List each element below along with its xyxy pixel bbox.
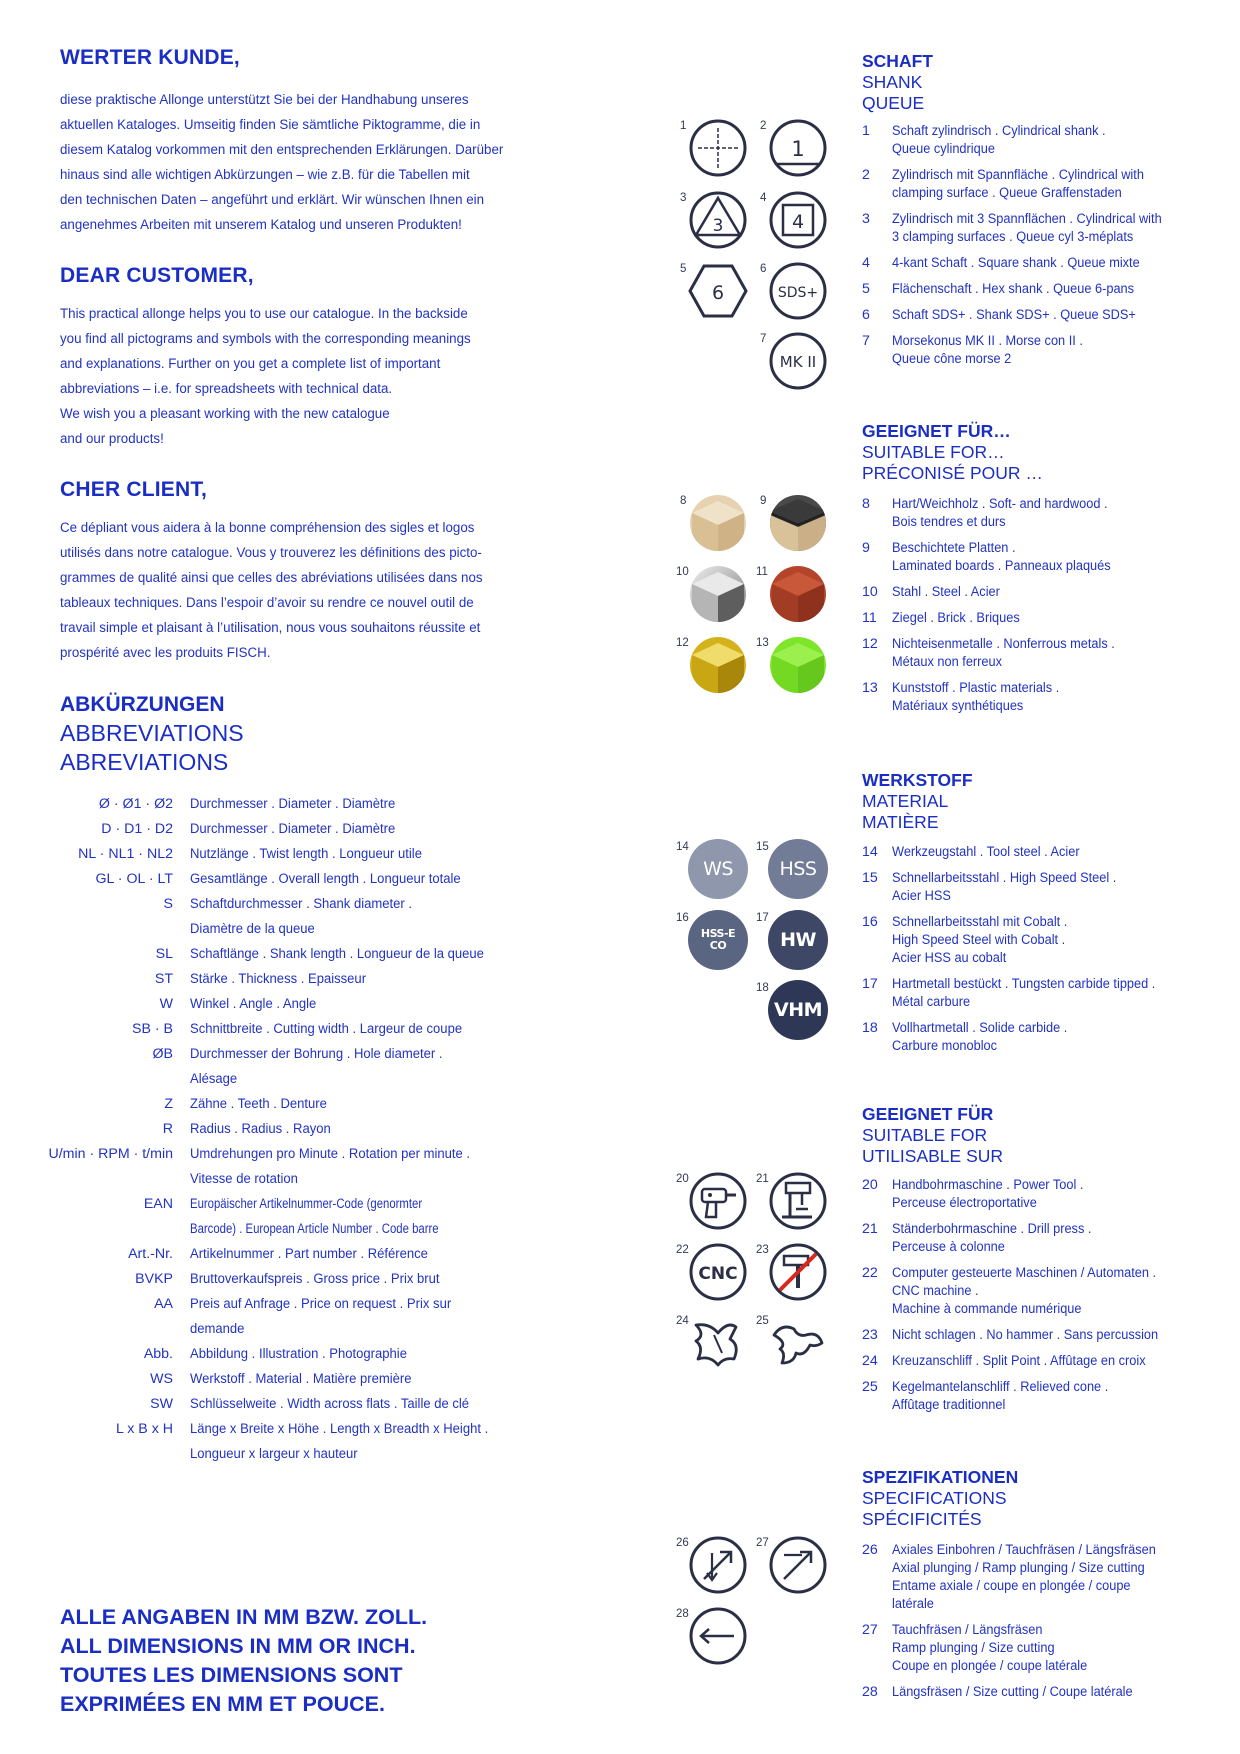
icon-number: 5 xyxy=(680,263,687,275)
legend-item-text: Hartmetall bestückt . Tungsten carbide tipped . Métal carbure xyxy=(892,976,1156,1010)
ramp-plunge-icon xyxy=(768,1535,828,1595)
abbreviation-key: Z xyxy=(164,1096,173,1112)
legend-item-text: Hart/Weichholz . Soft- and hardwood . Bois tendres et durs xyxy=(892,496,1108,530)
legend-item xyxy=(862,1378,1222,1414)
abbreviation-key: L x B x H xyxy=(115,1421,173,1437)
legend-item xyxy=(862,495,1222,531)
icon-number: 14 xyxy=(676,841,689,853)
icon-number: 16 xyxy=(676,912,689,924)
greeting-de-title: WERTER KUNDE, xyxy=(60,46,240,69)
abbreviations-title-de: ABKÜRZUNGEN xyxy=(60,693,225,716)
legend-item xyxy=(862,122,1222,158)
icon-number: 18 xyxy=(756,982,769,994)
legend-item-text: Längsfräsen / Size cutting / Coupe latérale xyxy=(892,1684,1133,1700)
drill-press-icon xyxy=(768,1171,828,1231)
legend-item xyxy=(862,254,1222,272)
svg-text:3: 3 xyxy=(712,216,724,236)
abbreviation-row xyxy=(40,1192,560,1242)
material-list xyxy=(862,843,1222,1063)
icon-number: 4 xyxy=(760,192,767,204)
legend-item-text: Zylindrisch mit 3 Spannflächen . Cylindrical with 3 clamping surfaces . Queue cyl 3-méplats xyxy=(892,211,1162,245)
icon-number: 23 xyxy=(756,1244,769,1256)
legend-item-text: Ständerbohrmaschine . Drill press . Perceuse à colonne xyxy=(892,1221,1092,1255)
abbreviation-row xyxy=(40,1267,560,1292)
abbreviation-row xyxy=(40,1417,560,1467)
abbreviation-meaning: Radius . Radius . Rayon xyxy=(190,1121,331,1137)
abbreviation-meaning: Schlüsselweite . Width across flats . Taille de clé xyxy=(190,1396,470,1412)
abbreviation-meaning: Werkstoff . Material . Matière première xyxy=(190,1371,412,1387)
legend-item-number: 27 xyxy=(862,1622,878,1638)
material-heading: WERKSTOFF MATERIAL MATIÈRE xyxy=(862,770,973,832)
abbreviation-row xyxy=(40,842,560,867)
legend-item xyxy=(862,332,1222,368)
abbreviation-key: NL · NL1 · NL2 xyxy=(78,846,173,862)
abbreviation-meaning: Abbildung . Illustration . Photographie xyxy=(190,1346,407,1362)
svg-text:6: 6 xyxy=(711,282,725,304)
legend-item xyxy=(862,913,1222,967)
legend-item-text: Computer gesteuerte Maschinen / Automaten . CNC machine . Machine à commande numérique xyxy=(892,1265,1157,1317)
abbreviation-meaning: Umdrehungen pro Minute . Rotation per minute . Vitesse de rotation xyxy=(190,1146,471,1187)
abbreviation-key: SW xyxy=(150,1396,173,1412)
abbreviation-row xyxy=(40,1367,560,1392)
legend-item-number: 22 xyxy=(862,1265,878,1281)
abbreviation-meaning: Schaftdurchmesser . Shank diameter . Diamètre de la queue xyxy=(190,896,413,937)
legend-item xyxy=(862,1176,1222,1212)
abbreviation-key: R xyxy=(162,1121,173,1137)
solid-carbide-badge-icon: VHM xyxy=(768,980,828,1040)
abbreviation-row xyxy=(40,967,560,992)
abbreviation-key: U/min · RPM · t/min xyxy=(48,1146,173,1162)
legend-item-number: 20 xyxy=(862,1177,878,1193)
abbreviation-row xyxy=(40,1342,560,1367)
abbreviation-row xyxy=(40,992,560,1017)
abbreviations-title-en: ABBREVIATIONS xyxy=(60,720,244,746)
abbreviations-list xyxy=(40,792,560,1467)
abbreviation-meaning: Schnittbreite . Cutting width . Largeur de coupe xyxy=(190,1021,463,1037)
abbreviation-key: Art.-Nr. xyxy=(128,1246,173,1262)
icon-number: 25 xyxy=(756,1315,769,1327)
legend-item-number: 14 xyxy=(862,844,878,860)
abbreviation-meaning: Stärke . Thickness . Epaisseur xyxy=(190,971,367,987)
usable-on-heading: GEEIGNET FÜR SUITABLE FOR UTILISABLE SUR xyxy=(862,1104,1004,1166)
abbreviation-meaning: Durchmesser . Diameter . Diamètre xyxy=(190,821,396,837)
icon-number: 26 xyxy=(676,1537,689,1549)
size-cutting-icon xyxy=(688,1606,748,1666)
legend-item-text: 4-kant Schaft . Square shank . Queue mixte xyxy=(892,255,1140,271)
icon-number: 6 xyxy=(760,263,767,275)
legend-item xyxy=(862,539,1222,575)
abbreviation-meaning: Schaftlänge . Shank length . Longueur de la queue xyxy=(190,946,484,962)
suitable-for-list xyxy=(862,495,1222,723)
legend-item-number: 2 xyxy=(862,167,870,183)
icon-number: 10 xyxy=(676,566,689,578)
legend-item-text: Schaft SDS+ . Shank SDS+ . Queue SDS+ xyxy=(892,307,1136,323)
legend-item xyxy=(862,1352,1222,1370)
relieved-cone-icon xyxy=(768,1313,828,1373)
abbreviation-row xyxy=(40,867,560,892)
abbreviation-row xyxy=(40,1392,560,1417)
abbreviations-heading xyxy=(60,690,244,777)
icon-number: 17 xyxy=(756,912,769,924)
icon-number: 24 xyxy=(676,1315,689,1327)
abbreviation-meaning: Europäischer Artikelnummer-Code (genormter Barcode) . European Article Number . Code barre xyxy=(190,1196,439,1237)
legend-item-number: 10 xyxy=(862,584,878,600)
legend-item-number: 28 xyxy=(862,1684,878,1700)
abbreviation-row xyxy=(40,1242,560,1267)
abbreviation-meaning: Bruttoverkaufspreis . Gross price . Prix brut xyxy=(190,1271,440,1287)
legend-item-text: Kegelmantelanschliff . Relieved cone . Affûtage traditionnel xyxy=(892,1379,1109,1413)
abbreviation-meaning: Gesamtlänge . Overall length . Longueur totale xyxy=(190,871,461,887)
legend-item-number: 8 xyxy=(862,496,870,512)
legend-item-text: Beschichtete Platten . Laminated boards . Panneaux plaqués xyxy=(892,540,1111,574)
abbreviation-key: ØB xyxy=(152,1046,173,1062)
hss-cobalt-badge-icon: HSS-E CO xyxy=(688,910,748,970)
legend-item xyxy=(862,1019,1222,1055)
legend-item xyxy=(862,1541,1222,1613)
wood-icon xyxy=(688,493,748,553)
greeting-en-text: This practical allonge helps you to use our catalogue. In the backside you find all pictograms and symbols with the corresponding meanings and explanations. Further on you get a complete list of important abbreviations – i.e. for spreadsheets with technical data. We wish you a pleasant working with the new catalogue and our products! xyxy=(60,306,471,447)
icon-number: 15 xyxy=(756,841,769,853)
abbreviation-meaning: Nutzlänge . Twist length . Longueur utile xyxy=(190,846,422,862)
svg-text:SDS+: SDS+ xyxy=(777,285,819,301)
abbreviations-title-fr: ABREVIATIONS xyxy=(60,749,229,775)
legend-item-number: 4 xyxy=(862,255,870,271)
legend-item xyxy=(862,1683,1222,1701)
abbreviation-meaning: Durchmesser der Bohrung . Hole diameter . Alésage xyxy=(190,1046,443,1087)
legend-item-number: 13 xyxy=(862,680,878,696)
icon-number: 11 xyxy=(756,566,768,578)
legend-item-text: Schaft zylindrisch . Cylindrical shank . Queue cylindrique xyxy=(892,123,1106,157)
specifications-heading: SPEZIFIKATIONEN SPECIFICATIONS SPÉCIFICITÉS xyxy=(862,1467,1019,1529)
dimensions-note: ALLE ANGABEN IN MM BZW. ZOLL. ALL DIMENSIONS IN MM OR INCH. TOUTES LES DIMENSIONS SONT EXPRIMÉES EN MM ET POUCE. xyxy=(60,1605,428,1716)
abbreviation-row xyxy=(40,942,560,967)
abbreviation-row xyxy=(40,1017,560,1042)
legend-item-number: 3 xyxy=(862,211,870,227)
icon-number: 28 xyxy=(676,1608,689,1620)
split-point-icon xyxy=(688,1313,748,1373)
svg-text:CNC: CNC xyxy=(698,1264,738,1284)
clamping-surface-shank-icon xyxy=(768,118,828,178)
abbreviation-row xyxy=(40,892,560,942)
abbreviation-row xyxy=(40,792,560,817)
legend-item-number: 16 xyxy=(862,914,878,930)
legend-item-number: 12 xyxy=(862,636,878,652)
legend-item-text: Kunststoff . Plastic materials . Matériaux synthétiques xyxy=(892,680,1060,714)
legend-item-number: 23 xyxy=(862,1327,878,1343)
square-shank-icon xyxy=(768,190,828,250)
abbreviation-meaning: Preis auf Anfrage . Price on request . Prix sur demande xyxy=(190,1296,452,1337)
greeting-fr-text: Ce dépliant vous aidera à la bonne compréhension des sigles et logos utilisés dans notre catalogue. Vous y trouverez les définitions des picto- grammes de qualité ainsi que celles des abréviations utilisées dans nos tableaux techniques. Dans l’espoir d’avoir su rendre ce nouvel outil de travail simple et plaisant à l’utilisation, nous vous souhaitons réussite et prospérité avec les produits FISCH. xyxy=(60,520,483,661)
greeting-fr-title: CHER CLIENT, xyxy=(60,478,208,501)
legend-item-number: 11 xyxy=(862,610,877,626)
legend-item-text: Ziegel . Brick . Briques xyxy=(892,610,1020,626)
tool-steel-badge-icon: WS xyxy=(688,839,748,899)
carbide-tipped-badge-icon: HW xyxy=(768,910,828,970)
legend-item xyxy=(862,1264,1222,1318)
legend-item xyxy=(862,166,1222,202)
abbreviation-row xyxy=(40,1142,560,1192)
sds-plus-shank-icon xyxy=(768,261,828,321)
legend-item-number: 17 xyxy=(862,976,878,992)
nonferrous-metal-icon xyxy=(688,635,748,695)
legend-item-number: 9 xyxy=(862,540,870,556)
legend-item xyxy=(862,869,1222,905)
abbreviation-meaning: Länge x Breite x Höhe . Length x Breadth x Height . Longueur x largeur x hauteur xyxy=(190,1421,489,1462)
abbreviation-key: S xyxy=(163,896,173,912)
legend-item-text: Vollhartmetall . Solide carbide . Carbure monobloc xyxy=(892,1020,1068,1054)
abbreviation-row xyxy=(40,1292,560,1342)
legend-item xyxy=(862,1621,1222,1675)
abbreviation-key: ST xyxy=(154,971,173,987)
laminated-board-icon xyxy=(768,493,828,553)
legend-item xyxy=(862,1220,1222,1256)
specifications-list xyxy=(862,1541,1222,1709)
legend-item-number: 26 xyxy=(862,1542,878,1558)
legend-item xyxy=(862,635,1222,671)
axial-plunge-icon xyxy=(688,1535,748,1595)
legend-item xyxy=(862,280,1222,298)
greeting-en-title: DEAR CUSTOMER, xyxy=(60,264,254,287)
power-drill-icon xyxy=(688,1171,748,1231)
three-flats-shank-icon xyxy=(688,190,748,250)
cnc-machine-icon xyxy=(688,1242,748,1302)
legend-item xyxy=(862,843,1222,861)
legend-item-text: Schnellarbeitsstahl . High Speed Steel . Acier HSS xyxy=(892,870,1117,904)
abbreviation-row xyxy=(40,1117,560,1142)
no-hammer-icon xyxy=(768,1242,828,1302)
shank-heading: SCHAFT SHANK QUEUE xyxy=(862,51,933,113)
legend-item-number: 7 xyxy=(862,333,870,349)
icon-number: 22 xyxy=(676,1244,689,1256)
legend-item-number: 1 xyxy=(862,123,870,139)
abbreviation-meaning: Artikelnummer . Part number . Référence xyxy=(190,1246,428,1262)
legend-item-text: Nichteisenmetalle . Nonferrous metals . Métaux non ferreux xyxy=(892,636,1115,670)
brick-icon xyxy=(768,564,828,624)
legend-item-text: Axiales Einbohren / Tauchfräsen / Längsfräsen Axial plunging / Ramp plunging / Size cutting Entame axiale / coupe en plongée / coupe latérale xyxy=(892,1542,1156,1612)
hex-shank-icon xyxy=(688,261,748,321)
legend-item xyxy=(862,679,1222,715)
morse-taper-shank-icon xyxy=(768,331,828,391)
legend-item-text: Handbohrmaschine . Power Tool . Perceuse électroportative xyxy=(892,1177,1084,1211)
icon-number: 3 xyxy=(680,192,687,204)
abbreviation-key: WS xyxy=(150,1371,173,1387)
legend-item-number: 18 xyxy=(862,1020,878,1036)
greeting-de-text: diese praktische Allonge unterstützt Sie bei der Handhabung unseres aktuellen Kataloges. Umseitig finden Sie sämtliche Piktogramme, die in diesem Katalog vorkommen mit den entsprechenden Erklärungen. Darüber hinaus sind alle wichtigen Abkürzungen – wie z.B. für die Tabellen mit den technischen Daten – angeführt und erklärt. Wir wünschen Ihnen ein angenehmes Arbeiten mit unserem Katalog und unseren Produkten! xyxy=(60,92,504,233)
legend-item-number: 24 xyxy=(862,1353,878,1369)
abbreviation-meaning: Winkel . Angle . Angle xyxy=(190,996,317,1012)
plastic-icon xyxy=(768,635,828,695)
hss-badge-icon: HSS xyxy=(768,839,828,899)
svg-text:1: 1 xyxy=(791,137,805,161)
legend-item-number: 21 xyxy=(862,1221,878,1237)
abbreviation-key: Ø · Ø1 · Ø2 xyxy=(98,796,173,812)
legend-item-text: Morsekonus MK II . Morse con II . Queue cône morse 2 xyxy=(892,333,1083,367)
icon-number: 9 xyxy=(760,495,767,507)
steel-icon xyxy=(688,564,748,624)
abbreviation-key: D · D1 · D2 xyxy=(101,821,173,837)
legend-item xyxy=(862,306,1222,324)
icon-number: 20 xyxy=(676,1173,689,1185)
abbreviation-key: Abb. xyxy=(143,1346,173,1362)
icon-number: 2 xyxy=(760,120,767,132)
suitable-for-heading: GEEIGNET FÜR… SUITABLE FOR… PRÉCONISÉ POUR … xyxy=(862,421,1043,483)
icon-number: 21 xyxy=(756,1173,769,1185)
icon-number: 27 xyxy=(756,1537,769,1549)
legend-item-text: Schnellarbeitsstahl mit Cobalt . High Speed Steel with Cobalt . Acier HSS au cobalt xyxy=(892,914,1068,966)
legend-item-text: Stahl . Steel . Acier xyxy=(892,584,1000,600)
abbreviation-key: GL · OL · LT xyxy=(95,871,173,887)
legend-item-number: 6 xyxy=(862,307,870,323)
abbreviation-row xyxy=(40,1042,560,1092)
abbreviation-row xyxy=(40,817,560,842)
abbreviation-row xyxy=(40,1092,560,1117)
legend-item xyxy=(862,1326,1222,1344)
legend-item xyxy=(862,583,1222,601)
legend-item-text: Kreuzanschliff . Split Point . Affûtage en croix xyxy=(892,1353,1146,1369)
icon-number: 12 xyxy=(676,637,689,649)
legend-item-number: 15 xyxy=(862,870,878,886)
abbreviation-meaning: Durchmesser . Diameter . Diamètre xyxy=(190,796,396,812)
icon-number: 13 xyxy=(756,637,769,649)
legend-item-text: Nicht schlagen . No hammer . Sans percussion xyxy=(892,1327,1159,1343)
legend-item-text: Tauchfräsen / Längsfräsen Ramp plunging / Size cutting Coupe en plongée / coupe latérale xyxy=(892,1622,1088,1674)
svg-text:4: 4 xyxy=(791,211,805,233)
cylindrical-shank-icon xyxy=(688,118,748,178)
svg-text:MK II: MK II xyxy=(779,353,817,371)
abbreviation-key: AA xyxy=(154,1296,173,1312)
abbreviation-key: SL xyxy=(155,946,173,962)
legend-item xyxy=(862,975,1222,1011)
abbreviation-key: SB · B xyxy=(132,1021,173,1037)
legend-item xyxy=(862,609,1222,627)
legend-item-text: Flächenschaft . Hex shank . Queue 6-pans xyxy=(892,281,1135,297)
abbreviation-key: EAN xyxy=(143,1196,173,1212)
legend-item xyxy=(862,210,1222,246)
icon-number: 8 xyxy=(680,495,687,507)
abbreviation-key: BVKP xyxy=(135,1271,173,1287)
shank-list xyxy=(862,122,1222,376)
legend-item-number: 5 xyxy=(862,281,870,297)
abbreviation-key: W xyxy=(159,996,173,1012)
abbreviation-meaning: Zähne . Teeth . Denture xyxy=(190,1096,327,1112)
icon-number: 7 xyxy=(760,333,767,345)
icon-number: 1 xyxy=(680,120,687,132)
legend-item-text: Zylindrisch mit Spannfläche . Cylindrical with clamping surface . Queue Graffenstaden xyxy=(892,167,1144,201)
legend-item-number: 25 xyxy=(862,1379,878,1395)
legend-item-text: Werkzeugstahl . Tool steel . Acier xyxy=(892,844,1080,860)
usable-on-list xyxy=(862,1176,1222,1422)
